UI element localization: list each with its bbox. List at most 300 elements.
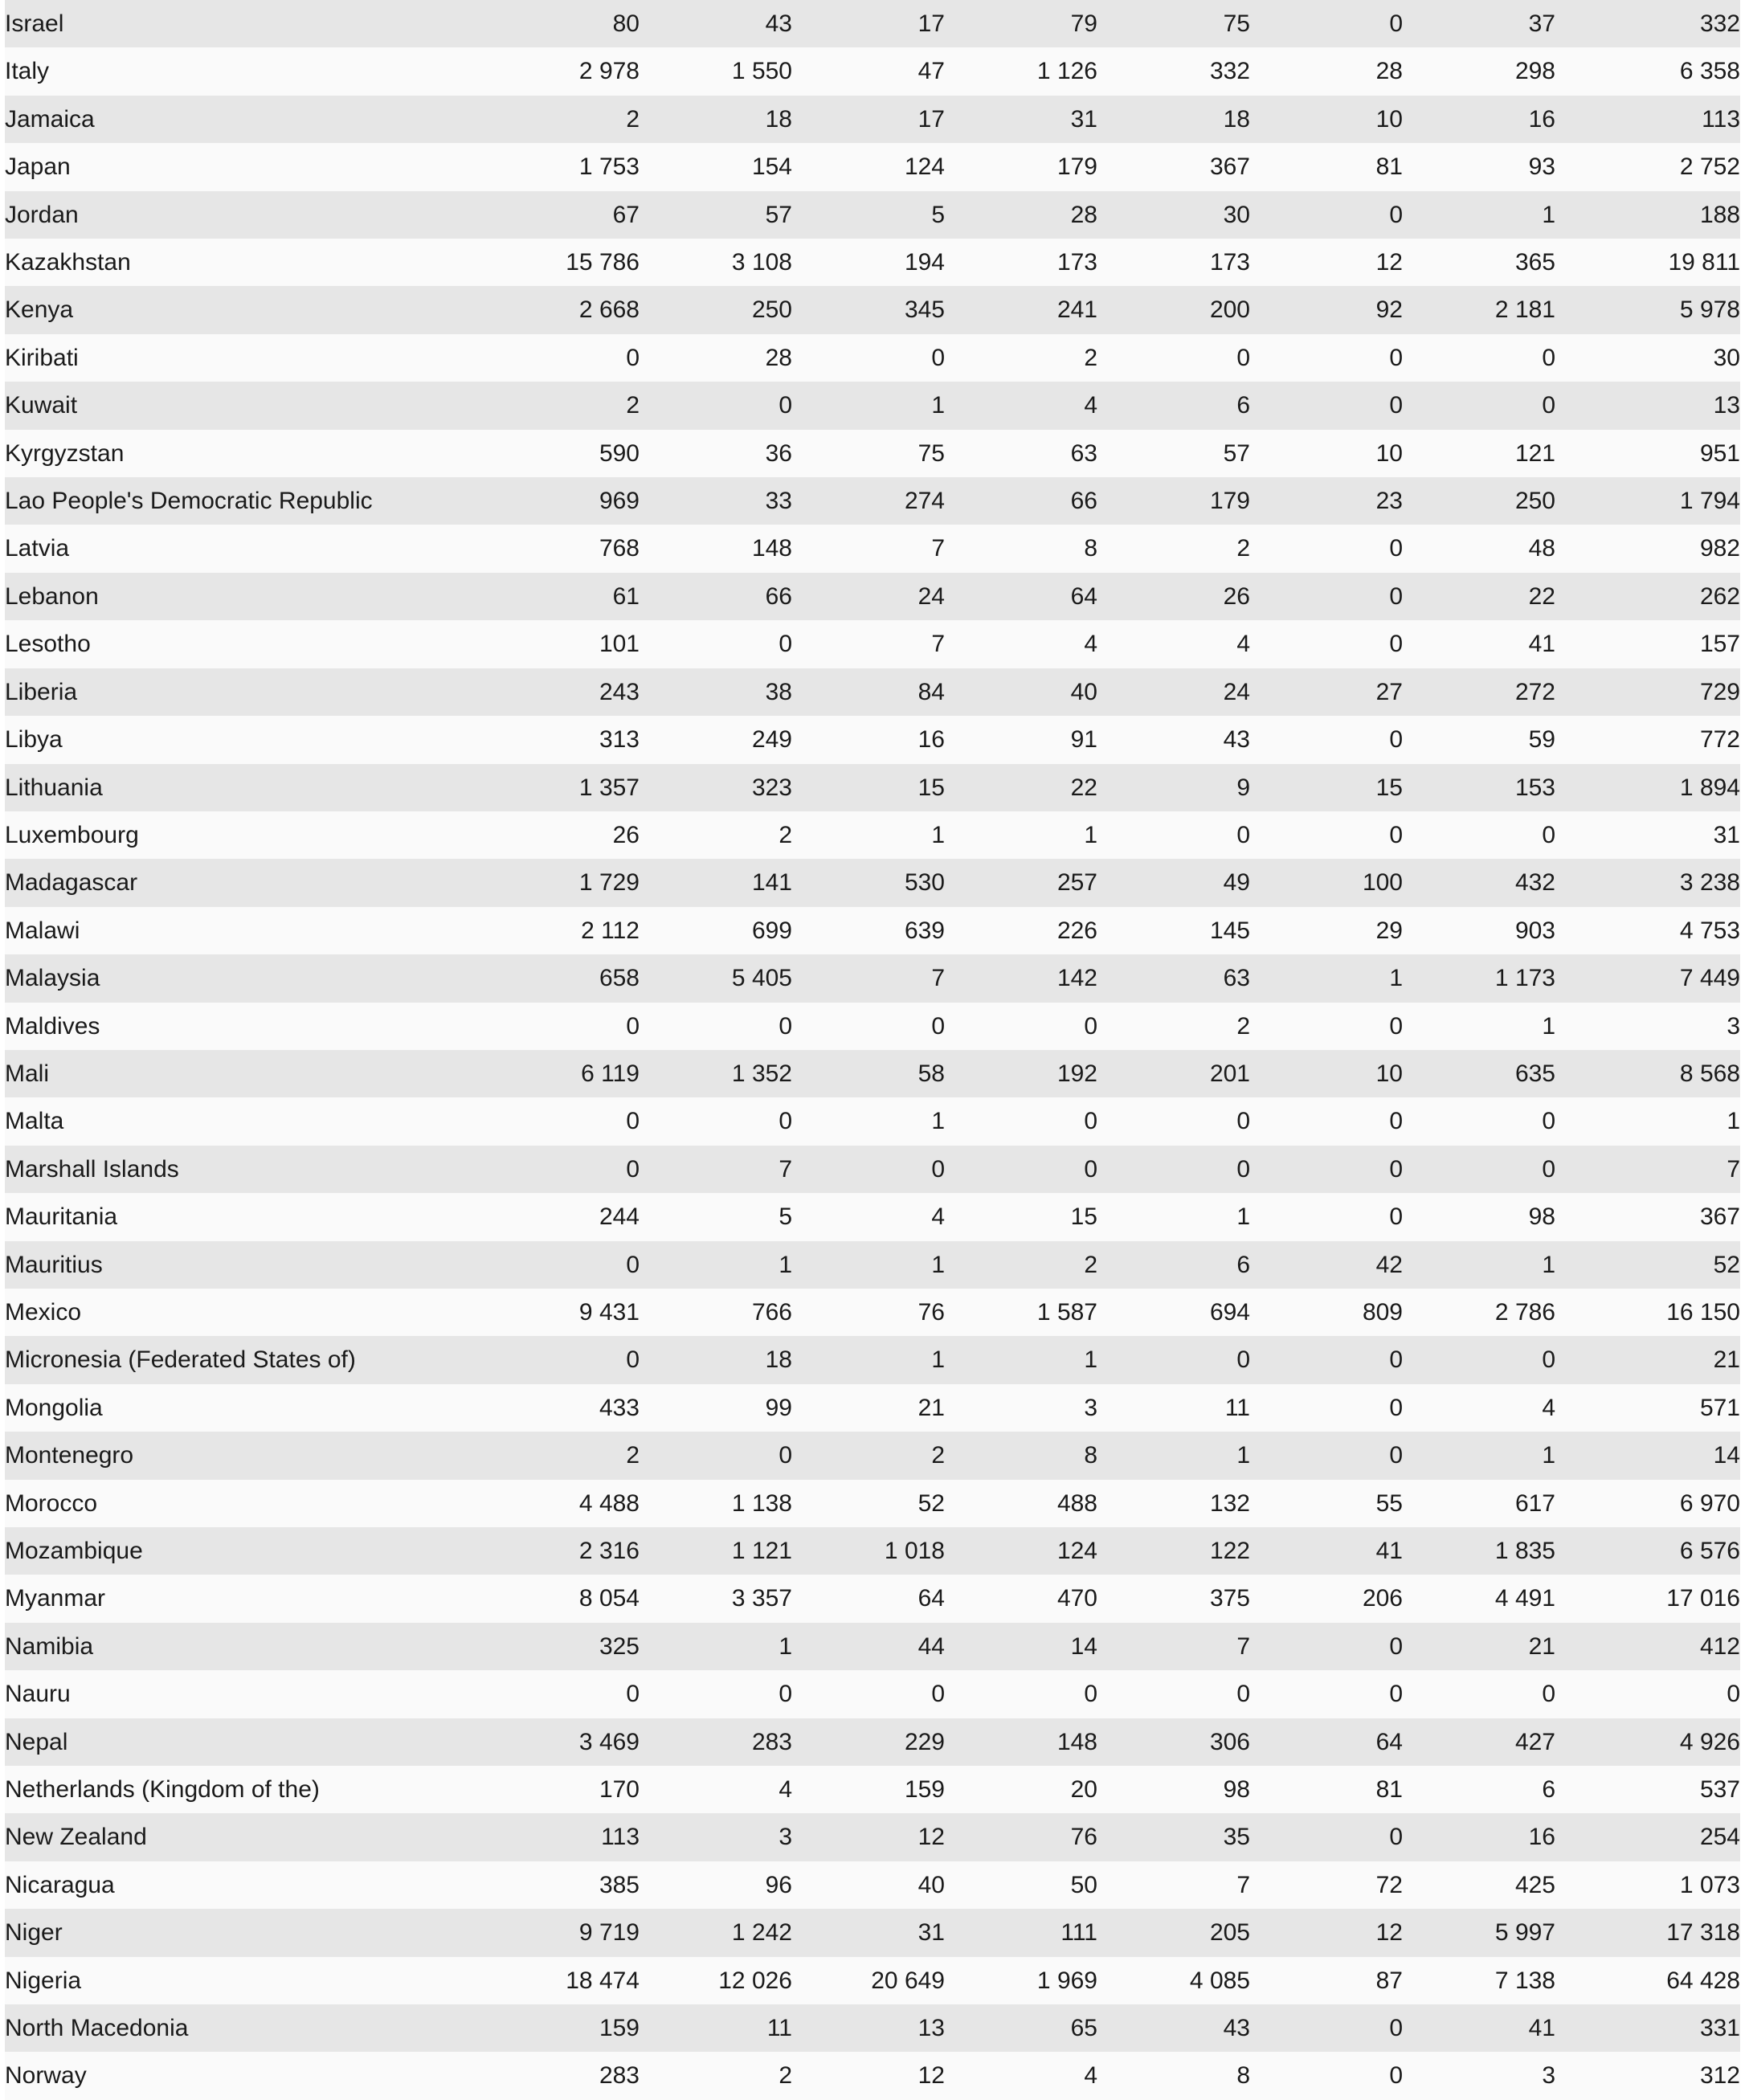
value-cell: 15: [792, 764, 945, 811]
value-cell: 35: [1097, 1813, 1250, 1861]
value-cell: 18: [1097, 96, 1250, 143]
value-cell: 365: [1403, 239, 1555, 286]
value-cell: 1: [792, 1241, 945, 1289]
value-cell: 0: [1403, 382, 1555, 429]
value-cell: 0: [1250, 1623, 1403, 1670]
table-row: [5, 1813, 1740, 1861]
country-name-cell: Japan: [5, 143, 487, 190]
table-row: [5, 1003, 1740, 1050]
value-cell: 0: [640, 1097, 792, 1145]
value-cell: 66: [945, 477, 1097, 525]
value-cell: 0: [1097, 1670, 1250, 1718]
value-cell: 64: [1250, 1718, 1403, 1766]
value-cell: 29: [1250, 907, 1403, 954]
value-cell: 206: [1250, 1575, 1403, 1622]
total-value-cell: 332: [1555, 0, 1740, 47]
value-cell: 41: [1250, 1527, 1403, 1575]
total-value-cell: 14: [1555, 1432, 1740, 1479]
value-cell: 0: [1250, 1670, 1403, 1718]
value-cell: 0: [792, 1003, 945, 1050]
table-row: [5, 1718, 1740, 1766]
value-cell: 283: [640, 1718, 792, 1766]
country-name-cell: Lesotho: [5, 620, 487, 668]
value-cell: 63: [945, 430, 1097, 477]
value-cell: 635: [1403, 1050, 1555, 1097]
value-cell: 0: [1097, 334, 1250, 382]
value-cell: 1 969: [945, 1957, 1097, 2004]
value-cell: 0: [487, 1670, 640, 1718]
country-name-cell: Mozambique: [5, 1527, 487, 1575]
country-name-cell: Netherlands (Kingdom of the): [5, 1766, 487, 1813]
country-name-cell: Jordan: [5, 191, 487, 239]
total-value-cell: 1 894: [1555, 764, 1740, 811]
country-name-cell: Kuwait: [5, 382, 487, 429]
value-cell: 43: [1097, 716, 1250, 763]
value-cell: 1: [792, 382, 945, 429]
value-cell: 1 121: [640, 1527, 792, 1575]
value-cell: 1 587: [945, 1289, 1097, 1336]
table-row: [5, 1480, 1740, 1527]
value-cell: 40: [792, 1861, 945, 1909]
value-cell: 1: [1097, 1432, 1250, 1479]
value-cell: 0: [1250, 573, 1403, 620]
value-cell: 3: [640, 1813, 792, 1861]
value-cell: 1: [1250, 954, 1403, 1002]
total-value-cell: 729: [1555, 668, 1740, 716]
country-name-cell: Kenya: [5, 286, 487, 333]
value-cell: 31: [792, 1909, 945, 1956]
value-cell: 332: [1097, 47, 1250, 95]
value-cell: 33: [640, 477, 792, 525]
value-cell: 298: [1403, 47, 1555, 95]
value-cell: 12: [792, 2052, 945, 2099]
table-row: [5, 2052, 1740, 2099]
value-cell: 0: [1250, 1193, 1403, 1240]
value-cell: 0: [1250, 1097, 1403, 1145]
value-cell: 694: [1097, 1289, 1250, 1336]
value-cell: 5 405: [640, 954, 792, 1002]
value-cell: 44: [792, 1623, 945, 1670]
country-name-cell: Kyrgyzstan: [5, 430, 487, 477]
value-cell: 1 126: [945, 47, 1097, 95]
total-value-cell: 1 794: [1555, 477, 1740, 525]
value-cell: 2: [1097, 525, 1250, 572]
value-cell: 1 173: [1403, 954, 1555, 1002]
value-cell: 1 138: [640, 1480, 792, 1527]
value-cell: 0: [1097, 1097, 1250, 1145]
country-name-cell: Libya: [5, 716, 487, 763]
country-name-cell: Lithuania: [5, 764, 487, 811]
value-cell: 63: [1097, 954, 1250, 1002]
value-cell: 100: [1250, 859, 1403, 906]
table-body: [5, 0, 1740, 2100]
value-cell: 8: [1097, 2052, 1250, 2099]
value-cell: 132: [1097, 1480, 1250, 1527]
value-cell: 145: [1097, 907, 1250, 954]
value-cell: 2 668: [487, 286, 640, 333]
value-cell: 0: [1403, 1097, 1555, 1145]
value-cell: 0: [1250, 334, 1403, 382]
value-cell: 93: [1403, 143, 1555, 190]
value-cell: 49: [1097, 859, 1250, 906]
total-value-cell: 982: [1555, 525, 1740, 572]
total-value-cell: 1: [1555, 1097, 1740, 1145]
value-cell: 425: [1403, 1861, 1555, 1909]
value-cell: 257: [945, 859, 1097, 906]
country-name-cell: Liberia: [5, 668, 487, 716]
value-cell: 41: [1403, 2004, 1555, 2052]
total-value-cell: 7: [1555, 1146, 1740, 1193]
value-cell: 4: [945, 382, 1097, 429]
total-value-cell: 8 568: [1555, 1050, 1740, 1097]
country-name-cell: Jamaica: [5, 96, 487, 143]
value-cell: 98: [1403, 1193, 1555, 1240]
value-cell: 1: [945, 811, 1097, 859]
country-name-cell: Norway: [5, 2052, 487, 2099]
value-cell: 0: [1250, 1146, 1403, 1193]
value-cell: 42: [1250, 1241, 1403, 1289]
value-cell: 58: [792, 1050, 945, 1097]
value-cell: 323: [640, 764, 792, 811]
total-value-cell: 188: [1555, 191, 1740, 239]
value-cell: 0: [1250, 1384, 1403, 1432]
value-cell: 250: [640, 286, 792, 333]
value-cell: 243: [487, 668, 640, 716]
value-cell: 1: [1097, 1193, 1250, 1240]
value-cell: 590: [487, 430, 640, 477]
value-cell: 0: [945, 1097, 1097, 1145]
value-cell: 0: [1250, 811, 1403, 859]
table-row: [5, 859, 1740, 906]
value-cell: 24: [1097, 668, 1250, 716]
value-cell: 488: [945, 1480, 1097, 1527]
table-row: [5, 47, 1740, 95]
value-cell: 658: [487, 954, 640, 1002]
value-cell: 809: [1250, 1289, 1403, 1336]
value-cell: 1 352: [640, 1050, 792, 1097]
total-value-cell: 3: [1555, 1003, 1740, 1050]
country-name-cell: Myanmar: [5, 1575, 487, 1622]
total-value-cell: 6 970: [1555, 1480, 1740, 1527]
value-cell: 148: [945, 1718, 1097, 1766]
value-cell: 141: [640, 859, 792, 906]
table-row: [5, 1097, 1740, 1145]
value-cell: 4: [945, 2052, 1097, 2099]
value-cell: 345: [792, 286, 945, 333]
value-cell: 159: [792, 1766, 945, 1813]
table-row: [5, 620, 1740, 668]
value-cell: 10: [1250, 96, 1403, 143]
value-cell: 0: [1403, 1336, 1555, 1383]
value-cell: 65: [945, 2004, 1097, 2052]
value-cell: 43: [1097, 2004, 1250, 2052]
value-cell: 903: [1403, 907, 1555, 954]
table-row: [5, 286, 1740, 333]
table-row: [5, 96, 1740, 143]
value-cell: 17: [792, 0, 945, 47]
value-cell: 0: [1250, 1336, 1403, 1383]
value-cell: 122: [1097, 1527, 1250, 1575]
country-name-cell: North Macedonia: [5, 2004, 487, 2052]
value-cell: 2: [640, 811, 792, 859]
country-name-cell: Mali: [5, 1050, 487, 1097]
value-cell: 0: [792, 334, 945, 382]
value-cell: 154: [640, 143, 792, 190]
value-cell: 0: [1250, 1813, 1403, 1861]
value-cell: 969: [487, 477, 640, 525]
total-value-cell: 4 926: [1555, 1718, 1740, 1766]
value-cell: 200: [1097, 286, 1250, 333]
value-cell: 47: [792, 47, 945, 95]
country-name-cell: Italy: [5, 47, 487, 95]
value-cell: 0: [487, 1336, 640, 1383]
value-cell: 249: [640, 716, 792, 763]
country-name-cell: Malta: [5, 1097, 487, 1145]
country-name-cell: Nigeria: [5, 1957, 487, 2004]
value-cell: 0: [1250, 1003, 1403, 1050]
value-cell: 37: [1403, 0, 1555, 47]
value-cell: 272: [1403, 668, 1555, 716]
value-cell: 14: [945, 1623, 1097, 1670]
value-cell: 4 488: [487, 1480, 640, 1527]
value-cell: 0: [1097, 1146, 1250, 1193]
value-cell: 4: [640, 1766, 792, 1813]
table-row: [5, 1193, 1740, 1240]
value-cell: 16: [1403, 96, 1555, 143]
total-value-cell: 6 358: [1555, 47, 1740, 95]
value-cell: 12: [1250, 239, 1403, 286]
value-cell: 76: [792, 1289, 945, 1336]
value-cell: 22: [945, 764, 1097, 811]
value-cell: 2 112: [487, 907, 640, 954]
value-cell: 48: [1403, 525, 1555, 572]
country-name-cell: Mauritius: [5, 1241, 487, 1289]
value-cell: 18 474: [487, 1957, 640, 2004]
value-cell: 80: [487, 0, 640, 47]
value-cell: 75: [792, 430, 945, 477]
country-name-cell: Mexico: [5, 1289, 487, 1336]
value-cell: 59: [1403, 716, 1555, 763]
value-cell: 306: [1097, 1718, 1250, 1766]
value-cell: 4: [1403, 1384, 1555, 1432]
value-cell: 16: [792, 716, 945, 763]
value-cell: 0: [1250, 525, 1403, 572]
total-value-cell: 19 811: [1555, 239, 1740, 286]
table-row: [5, 525, 1740, 572]
country-name-cell: Montenegro: [5, 1432, 487, 1479]
value-cell: 639: [792, 907, 945, 954]
value-cell: 7: [792, 954, 945, 1002]
table-row: [5, 1623, 1740, 1670]
value-cell: 66: [640, 573, 792, 620]
table-row: [5, 1957, 1740, 2004]
value-cell: 1 242: [640, 1909, 792, 1956]
total-value-cell: 262: [1555, 573, 1740, 620]
value-cell: 12: [792, 1813, 945, 1861]
value-cell: 18: [640, 1336, 792, 1383]
value-cell: 170: [487, 1766, 640, 1813]
value-cell: 26: [487, 811, 640, 859]
value-cell: 241: [945, 286, 1097, 333]
country-name-cell: Niger: [5, 1909, 487, 1956]
table-row: [5, 191, 1740, 239]
value-cell: 7: [1097, 1623, 1250, 1670]
value-cell: 21: [1403, 1623, 1555, 1670]
value-cell: 0: [1250, 716, 1403, 763]
value-cell: 0: [487, 1097, 640, 1145]
country-name-cell: Micronesia (Federated States of): [5, 1336, 487, 1383]
value-cell: 274: [792, 477, 945, 525]
table-row: [5, 1050, 1740, 1097]
country-name-cell: Kiribati: [5, 334, 487, 382]
table-row: [5, 716, 1740, 763]
value-cell: 121: [1403, 430, 1555, 477]
total-value-cell: 412: [1555, 1623, 1740, 1670]
total-value-cell: 6 576: [1555, 1527, 1740, 1575]
value-cell: 0: [487, 1241, 640, 1289]
value-cell: 23: [1250, 477, 1403, 525]
table-row: [5, 668, 1740, 716]
table-row: [5, 1670, 1740, 1718]
value-cell: 0: [1250, 0, 1403, 47]
value-cell: 27: [1250, 668, 1403, 716]
country-name-cell: Madagascar: [5, 859, 487, 906]
country-name-cell: Mongolia: [5, 1384, 487, 1432]
value-cell: 4: [792, 1193, 945, 1240]
country-name-cell: Lao People's Democratic Republic: [5, 477, 487, 525]
value-cell: 10: [1250, 430, 1403, 477]
value-cell: 79: [945, 0, 1097, 47]
value-cell: 52: [792, 1480, 945, 1527]
value-cell: 1 753: [487, 143, 640, 190]
value-cell: 313: [487, 716, 640, 763]
value-cell: 205: [1097, 1909, 1250, 1956]
value-cell: 57: [1097, 430, 1250, 477]
table-row: [5, 811, 1740, 859]
total-value-cell: 367: [1555, 1193, 1740, 1240]
value-cell: 1: [1403, 1432, 1555, 1479]
value-cell: 7: [1097, 1861, 1250, 1909]
country-name-cell: Kazakhstan: [5, 239, 487, 286]
total-value-cell: 13: [1555, 382, 1740, 429]
value-cell: 617: [1403, 1480, 1555, 1527]
value-cell: 0: [487, 334, 640, 382]
value-cell: 2: [1097, 1003, 1250, 1050]
value-cell: 1: [792, 1336, 945, 1383]
value-cell: 1: [640, 1623, 792, 1670]
value-cell: 11: [1097, 1384, 1250, 1432]
value-cell: 96: [640, 1861, 792, 1909]
value-cell: 64: [945, 573, 1097, 620]
table-row: [5, 1241, 1740, 1289]
country-name-cell: Marshall Islands: [5, 1146, 487, 1193]
value-cell: 8 054: [487, 1575, 640, 1622]
value-cell: 159: [487, 2004, 640, 2052]
value-cell: 11: [640, 2004, 792, 2052]
value-cell: 0: [487, 1146, 640, 1193]
country-name-cell: Malaysia: [5, 954, 487, 1002]
total-value-cell: 113: [1555, 96, 1740, 143]
table-row: [5, 907, 1740, 954]
total-value-cell: 0: [1555, 1670, 1740, 1718]
value-cell: 50: [945, 1861, 1097, 1909]
total-value-cell: 157: [1555, 620, 1740, 668]
value-cell: 2: [640, 2052, 792, 2099]
value-cell: 28: [1250, 47, 1403, 95]
value-cell: 3: [945, 1384, 1097, 1432]
value-cell: 101: [487, 620, 640, 668]
value-cell: 28: [945, 191, 1097, 239]
value-cell: 4: [945, 620, 1097, 668]
value-cell: 5 997: [1403, 1909, 1555, 1956]
total-value-cell: 21: [1555, 1336, 1740, 1383]
value-cell: 6: [1097, 382, 1250, 429]
table-row: [5, 1336, 1740, 1383]
value-cell: 13: [792, 2004, 945, 2052]
value-cell: 98: [1097, 1766, 1250, 1813]
value-cell: 67: [487, 191, 640, 239]
country-name-cell: Latvia: [5, 525, 487, 572]
value-cell: 250: [1403, 477, 1555, 525]
value-cell: 0: [792, 1670, 945, 1718]
value-cell: 0: [945, 1670, 1097, 1718]
value-cell: 2: [487, 382, 640, 429]
value-cell: 2 181: [1403, 286, 1555, 333]
value-cell: 325: [487, 1623, 640, 1670]
value-cell: 0: [945, 1146, 1097, 1193]
total-value-cell: 7 449: [1555, 954, 1740, 1002]
value-cell: 113: [487, 1813, 640, 1861]
value-cell: 87: [1250, 1957, 1403, 2004]
total-value-cell: 17 016: [1555, 1575, 1740, 1622]
value-cell: 0: [792, 1146, 945, 1193]
total-value-cell: 1 073: [1555, 1861, 1740, 1909]
value-cell: 0: [1403, 811, 1555, 859]
table-row: [5, 0, 1740, 47]
value-cell: 1 550: [640, 47, 792, 95]
total-value-cell: 254: [1555, 1813, 1740, 1861]
value-cell: 43: [640, 0, 792, 47]
value-cell: 283: [487, 2052, 640, 2099]
table-row: [5, 477, 1740, 525]
table-row: [5, 1766, 1740, 1813]
value-cell: 229: [792, 1718, 945, 1766]
value-cell: 1: [945, 1336, 1097, 1383]
value-cell: 0: [1403, 334, 1555, 382]
country-name-cell: Nicaragua: [5, 1861, 487, 1909]
value-cell: 179: [945, 143, 1097, 190]
value-cell: 17: [792, 96, 945, 143]
table-row: [5, 430, 1740, 477]
value-cell: 0: [945, 1003, 1097, 1050]
value-cell: 0: [1097, 811, 1250, 859]
value-cell: 1 357: [487, 764, 640, 811]
value-cell: 40: [945, 668, 1097, 716]
value-cell: 385: [487, 1861, 640, 1909]
value-cell: 173: [945, 239, 1097, 286]
value-cell: 148: [640, 525, 792, 572]
table-row: [5, 1527, 1740, 1575]
value-cell: 2 786: [1403, 1289, 1555, 1336]
value-cell: 0: [1250, 620, 1403, 668]
total-value-cell: 31: [1555, 811, 1740, 859]
country-name-cell: Lebanon: [5, 573, 487, 620]
value-cell: 22: [1403, 573, 1555, 620]
total-value-cell: 772: [1555, 716, 1740, 763]
table-row: [5, 334, 1740, 382]
value-cell: 10: [1250, 1050, 1403, 1097]
table-row: [5, 764, 1740, 811]
